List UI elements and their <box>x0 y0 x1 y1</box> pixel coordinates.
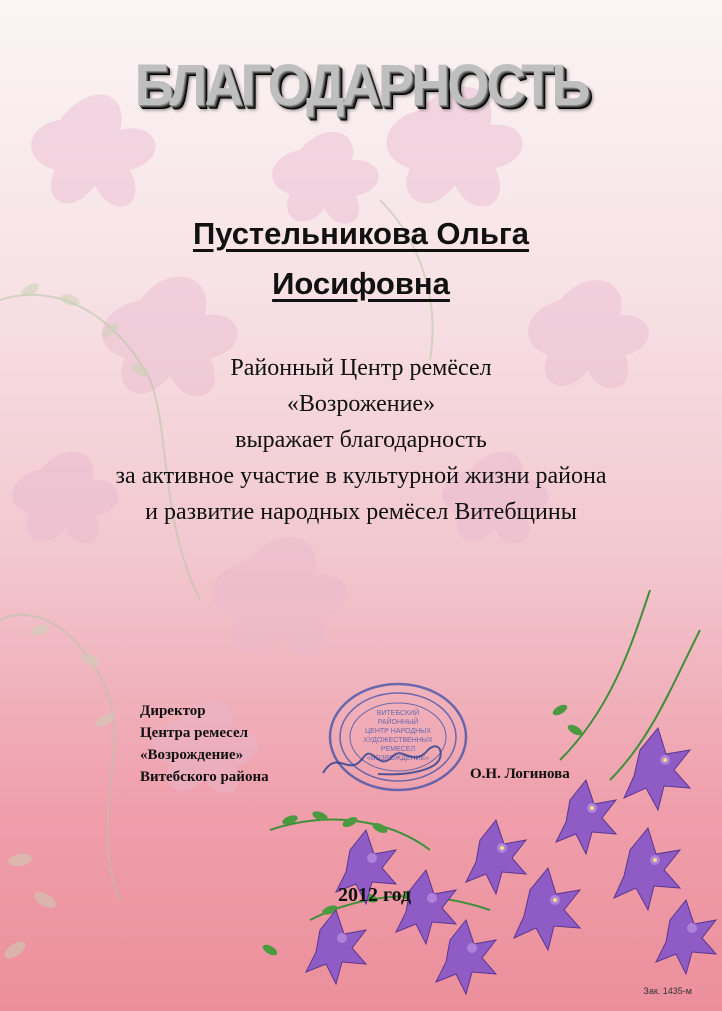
signature <box>318 728 448 788</box>
stamp-text-line: ЦЕНТР НАРОДНЫХ <box>365 728 431 735</box>
director-line: Витебского района <box>140 769 269 785</box>
body-line: «Возрожение» <box>286 391 436 417</box>
recipient-name-line1: Пустельникова Ольга <box>192 216 530 251</box>
stamp-text-line: «ВОЗРОЖДЕНИЕ» <box>366 755 430 762</box>
director-line: Директор <box>140 703 206 719</box>
recipient-name-line2: Иосифовна <box>272 266 450 301</box>
document-title: БЛАГОДАРНОСТЬ <box>134 53 588 118</box>
gratitude-text <box>0 350 722 530</box>
director-line: «Возрождение» <box>140 747 244 763</box>
print-order-number: Зак. 1435-м <box>643 986 692 996</box>
stamp-text-line: РАЙОННЫЙ <box>377 719 419 726</box>
flower-decoration <box>230 590 722 1011</box>
body-line: выражает благодарность <box>235 427 487 453</box>
stamp-text-line: ВИТЕБСКИЙ <box>376 710 420 717</box>
body-line: и развитие народных ремёсел Витебщины <box>145 499 577 525</box>
stamp-text-line: ХУДОЖЕСТВЕННЫХ <box>363 737 433 744</box>
stamp-text-line: РЕМЕСЕЛ <box>380 746 416 753</box>
body-line: Районный Центр ремёсел <box>230 355 492 381</box>
director-line: Центра ремесел <box>140 725 249 741</box>
document-year: 2012 год <box>338 884 412 906</box>
signer-name: О.Н. Логинова <box>470 766 570 782</box>
body-line: за активное участие в культурной жизни района <box>115 463 607 489</box>
